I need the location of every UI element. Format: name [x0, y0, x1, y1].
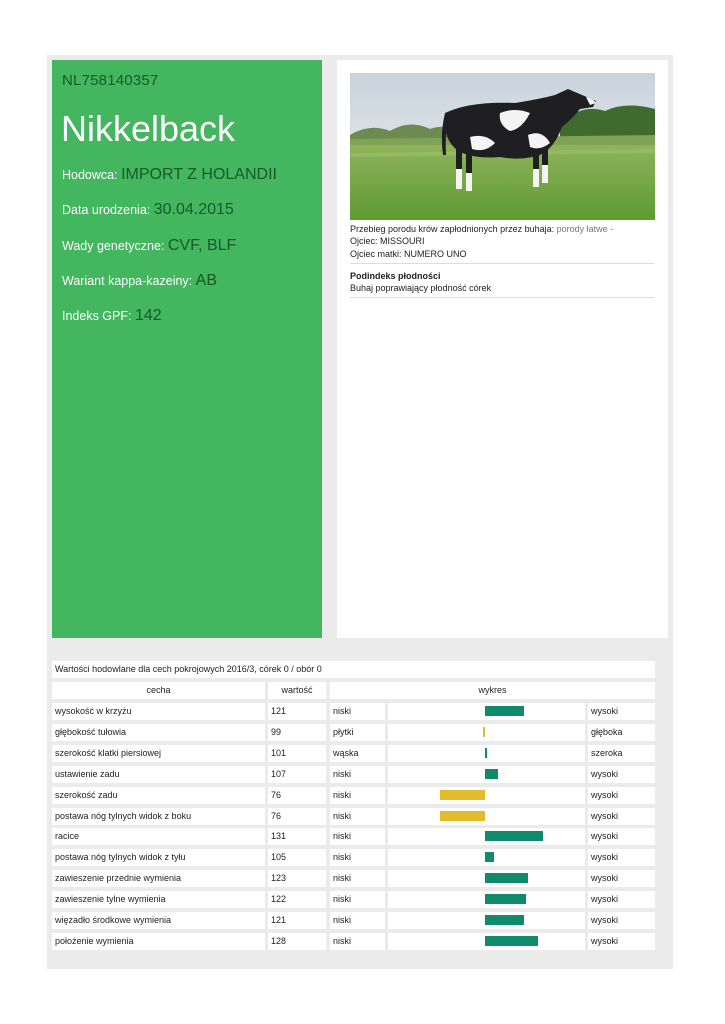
kappa-row [62, 272, 217, 290]
chart-cell [388, 745, 585, 762]
dam-sire: Ojciec matki: NUMERO UNO [350, 249, 467, 259]
chart-cell [388, 849, 585, 866]
value-bar [485, 915, 524, 925]
value-bar [485, 873, 528, 883]
low-label-cell: niski [330, 849, 385, 866]
low-label-cell: niski [330, 766, 385, 783]
calving-value: porody łatwe - [556, 224, 614, 234]
high-label-cell: wysoki [588, 766, 655, 783]
high-label-cell: wysoki [588, 703, 655, 720]
trait-cell: szerokość klatki piersiowej [52, 745, 265, 762]
value-cell: 76 [268, 787, 326, 804]
bull-summary-card [52, 60, 322, 638]
value-bar [485, 748, 487, 758]
trait-cell: głębokość tułowia [52, 724, 265, 741]
trait-cell: racice [52, 828, 265, 845]
divider [350, 263, 654, 264]
low-label-cell: niski [330, 870, 385, 887]
low-label-cell: niski [330, 828, 385, 845]
breeder-label: Hodowca: [62, 168, 118, 182]
value-bar [440, 811, 485, 821]
value-cell: 107 [268, 766, 326, 783]
high-label-cell: wysoki [588, 870, 655, 887]
value-cell: 99 [268, 724, 326, 741]
sire: Ojciec: MISSOURI [350, 236, 425, 246]
value-cell: 121 [268, 912, 326, 929]
kappa-value: AB [195, 272, 217, 289]
value-bar [485, 831, 543, 841]
high-label-cell: wysoki [588, 808, 655, 825]
trait-cell: położenie wymienia [52, 933, 265, 950]
chart-cell [388, 808, 585, 825]
low-label-cell: wąska [330, 745, 385, 762]
bull-photo [350, 73, 655, 220]
value-bar [485, 706, 524, 716]
low-label-cell: niski [330, 891, 385, 908]
calving-label: Przebieg porodu krów zapłodnionych przez buhaja: [350, 224, 555, 234]
trait-cell: postawa nóg tylnych widok z tyłu [52, 849, 265, 866]
high-label-cell: wysoki [588, 787, 655, 804]
value-cell: 128 [268, 933, 326, 950]
low-label-cell: płytki [330, 724, 385, 741]
breeder-row [62, 166, 277, 184]
trait-cell: zawieszenie przednie wymienia [52, 870, 265, 887]
bull-details-card [337, 60, 668, 638]
birth-row [62, 201, 234, 219]
value-bar [485, 852, 494, 862]
chart-cell [388, 828, 585, 845]
value-cell: 131 [268, 828, 326, 845]
trait-cell: ustawienie zadu [52, 766, 265, 783]
high-label-cell: wysoki [588, 849, 655, 866]
value-bar [485, 936, 538, 946]
birth-value: 30.04.2015 [153, 201, 234, 218]
birth-label: Data urodzenia: [62, 203, 151, 217]
fertility-title: Podindeks płodności [350, 271, 441, 281]
high-label-cell: wysoki [588, 891, 655, 908]
breeder-value: IMPORT Z HOLANDII [121, 166, 277, 183]
gpf-value: 142 [134, 307, 162, 324]
header-trait: cecha [52, 682, 265, 699]
chart-cell [388, 787, 585, 804]
value-bar [483, 727, 485, 737]
value-cell: 123 [268, 870, 326, 887]
high-label-cell: głęboka [588, 724, 655, 741]
trait-cell: zawieszenie tylne wymienia [52, 891, 265, 908]
trait-cell: postawa nóg tylnych widok z boku [52, 808, 265, 825]
trait-cell: więzadło środkowe wymienia [52, 912, 265, 929]
chart-cell [388, 703, 585, 720]
header-value: wartość [268, 682, 326, 699]
value-bar [485, 769, 498, 779]
chart-cell [388, 724, 585, 741]
high-label-cell: wysoki [588, 912, 655, 929]
bull-code: NL758140357 [62, 72, 159, 89]
low-label-cell: niski [330, 933, 385, 950]
value-cell: 105 [268, 849, 326, 866]
chart-cell [388, 766, 585, 783]
chart-cell [388, 870, 585, 887]
trait-cell: szerokość zadu [52, 787, 265, 804]
gpf-row [62, 307, 162, 325]
value-cell: 121 [268, 703, 326, 720]
low-label-cell: niski [330, 808, 385, 825]
value-cell: 76 [268, 808, 326, 825]
header-chart: wykres [330, 682, 655, 699]
value-cell: 101 [268, 745, 326, 762]
low-label-cell: niski [330, 912, 385, 929]
value-bar [440, 790, 485, 800]
low-label-cell: niski [330, 787, 385, 804]
chart-cell [388, 891, 585, 908]
defects-value: CVF, BLF [167, 237, 237, 254]
high-label-cell: szeroka [588, 745, 655, 762]
fertility-text: Buhaj poprawiający płodność córek [350, 283, 492, 293]
gpf-label: Indeks GPF: [62, 309, 132, 323]
table-caption: Wartości hodowlane dla cech pokrojowych 2016/3, córek 0 / obór 0 [52, 661, 655, 678]
value-cell: 122 [268, 891, 326, 908]
high-label-cell: wysoki [588, 933, 655, 950]
low-label-cell: niski [330, 703, 385, 720]
calving-ease [350, 224, 613, 234]
trait-cell: wysokość w krzyżu [52, 703, 265, 720]
kappa-label: Wariant kappa-kazeiny: [62, 274, 193, 288]
defects-label: Wady genetyczne: [62, 239, 165, 253]
divider [350, 297, 654, 298]
defects-row [62, 237, 236, 255]
chart-cell [388, 933, 585, 950]
bull-name: Nikkelback [61, 108, 236, 149]
value-bar [485, 894, 526, 904]
chart-cell [388, 912, 585, 929]
high-label-cell: wysoki [588, 828, 655, 845]
